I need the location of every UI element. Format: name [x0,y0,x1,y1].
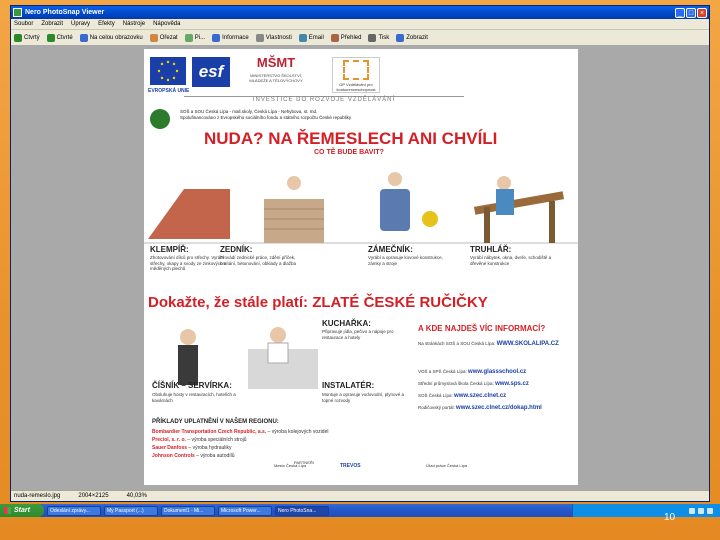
example-line [152,437,247,443]
menu-help[interactable]: Nápověda [153,21,181,27]
toolbar-button-label: Ořezat [159,34,178,41]
example-company: Johnson Controls [152,453,195,459]
craft-cisnik-text: Obsluhuje hosty v restauracích, hotelích a kavárnách [152,392,236,403]
school-line-2: Spolufinancováno z Evropského sociálního fondu a státního rozpočtu České republiky [180,115,352,120]
ministry-name: MINISTERSTVO ŠKOLSTVÍ, MLÁDEŽE A TĚLOVÝCHOVY [249,73,303,83]
craft-zednik-title: ZEDNÍK: [220,245,253,254]
example-desc: – výroba hydrauliky [187,445,232,451]
logo-strip [144,49,578,109]
toolbar-button[interactable] [256,34,292,42]
menu-file[interactable]: Soubor [14,21,34,27]
status-bar [11,490,709,501]
tray-icon[interactable] [689,508,695,514]
view-icon [396,34,404,42]
toolbar [11,30,709,46]
eu-flag-icon [150,57,186,85]
craft-instalater-text: Montuje a opravuje vodovodní, plynové a topné rozvody [322,392,405,403]
status-zoom: 40,03% [126,493,147,499]
investment-tagline: INVESTICE DO ROZVOJE VZDĚLÁVÁNÍ [184,96,464,103]
poster-slogan: Dokažte, že stále platí: ZLATÉ ČESKÉ RUČIČKY [148,294,488,311]
poster-headline: NUDA? NA ŘEMESLECH ANI CHVÍLI [204,129,498,148]
craft-kucharka-title: KUCHAŘKA: [322,319,371,328]
info-line [418,381,529,387]
craft-zamecnik-title: ZÁMEČNÍK: [368,245,413,254]
status-filename: nuda-remeslo.jpg [14,493,61,499]
menu-view[interactable]: Zobrazit [41,21,64,27]
eu-label: EVROPSKÁ UNIE [148,88,190,94]
back-arrow-icon [14,34,22,42]
taskbar-item[interactable]: Odeslání zprávy... [47,506,101,516]
example-company: Bombardier Transportation Czech Republic, a.s. [152,429,267,435]
slide-number: 10 [664,512,676,523]
school-line-1: SOŠ a SOU Česká Lípa - mall.skoly, Česká Lípa - Nehybova, st. Ind. [180,109,318,114]
taskbar-item-active[interactable]: Nero PhotoSna... [275,506,329,516]
status-dimensions: 2004×2125 [78,493,109,499]
craft-cisnik-title: ČÍŠNÍK – SERVÍRKA: [152,381,232,390]
fullscreen-icon [80,34,88,42]
menu-bar [11,19,709,30]
info-text: VOŠ a SPŠ Česká Lípa: [418,369,467,374]
overview-icon [331,34,339,42]
craft-truhlar-text: Vyrábí nábytek, okna, dveře, schodiště a dřevěné konstrukce [470,255,552,266]
op-logo-icon [343,60,369,80]
craft-zamecnik-text: Vyrábí a opravuje kovové konstrukce, zámky a stroje [368,255,443,266]
info-link: www.sps.cz [495,381,529,387]
taskbar [0,504,720,517]
tray-icon[interactable] [698,508,704,514]
windows-logo-icon [4,507,11,514]
ministry-logo [248,53,304,93]
toolbar-button[interactable] [396,34,428,42]
craft-klempir-text: Zhotovování dílců pro střechy. Vyrábí střechy, okapy a svody ze zinkových a měděných plechů [150,255,227,271]
info-title: A KDE NAJDEŠ VÍC INFORMACÍ? [418,324,546,333]
close-button[interactable]: × [697,8,707,18]
example-line [152,429,328,435]
example-line [152,445,231,451]
maximize-button[interactable]: □ [686,8,696,18]
toolbar-button-label: Přehled [340,34,362,41]
taskbar-item[interactable]: My Passport (...) [104,506,158,516]
toolbar-button[interactable] [150,34,178,42]
toolbar-button-label: Informace [222,34,249,41]
info-link: www.szec.clnet.cz/dokap.html [456,405,542,411]
op-logo [332,57,380,93]
craft-kucharka-text: Připravuje jídla, pečivo a nápoje pro restaurace a hotely [322,329,394,340]
toolbar-button-label: Na celou obrazovku [89,34,143,41]
start-label: Start [14,507,30,514]
craft-zednik-text: Provádí zednické práce, zdění příček, omítání, betonování, obklady a dlažba [220,255,297,266]
menu-edit[interactable]: Úpravy [71,21,91,27]
example-desc: – výroba speciálních strojů [185,437,247,443]
info-text: Střední průmyslová škola Česká Lípa: [418,381,494,386]
image-viewport[interactable] [11,45,709,491]
info-text: Na stránkách SOŠ a SOU Česká Lípa: [418,341,496,346]
properties-icon [256,34,264,42]
taskbar-item[interactable]: Microsoft Power... [218,506,272,516]
example-line [152,453,235,459]
info-link: WWW.SKOLALIPA.CZ [496,341,559,347]
window-title: Nero PhotoSnap Viewer [25,9,105,16]
tray-icon[interactable] [707,508,713,514]
toolbar-button[interactable] [47,34,73,42]
craft-klempir-title: KLEMPÍŘ: [150,245,189,254]
minimize-button[interactable]: _ [675,8,685,18]
info-link: www.szec.clnet.cz [454,393,507,399]
photo-viewer-window [10,5,710,502]
op-label: OP Vzdělávání pro konkurenceschopnost [336,82,376,92]
menu-effects[interactable]: Efekty [98,21,115,27]
partner-labour-office: Úřad práce Česká Lípa [426,463,468,468]
toolbar-button-label: Ctvrté [56,34,73,41]
ministry-mark: MŠMT [256,55,296,70]
taskbar-item[interactable]: Dokument1 - Mi... [161,506,215,516]
toolbar-button[interactable] [368,34,389,42]
partner-trevos: TREVOS [340,463,361,469]
toolbar-button[interactable] [14,34,40,42]
partner-city: Mesto Česká Lípa [274,463,307,468]
craft-truhlar-title: TRUHLÁŘ: [470,245,512,254]
toolbar-button[interactable] [185,34,205,42]
toolbar-button-label: Pi... [194,34,206,41]
rotate-icon [185,34,193,42]
toolbar-button[interactable] [80,34,143,42]
print-icon [368,34,376,42]
school-info [150,109,480,121]
craft-instalater-title: INSTALATÉR: [322,381,375,390]
start-button[interactable] [0,504,44,517]
info-text: Rodičovský portál: [418,405,455,410]
toolbar-button-label: Email [308,34,324,41]
info-link: www.glassschool.cz [468,369,527,375]
crop-icon [150,34,158,42]
example-desc: – výroba kolejových vozidel [266,429,329,435]
examples-title: PŘÍKLADY UPLATNĚNÍ V NAŠEM REGIONU: [152,419,279,425]
toolbar-button[interactable] [331,34,362,42]
forward-arrow-icon [47,34,55,42]
toolbar-button[interactable] [299,34,324,42]
example-company: Sauer Danfoss [152,445,188,451]
title-bar[interactable] [11,6,709,19]
toolbar-button-label: Tisk [378,34,390,41]
info-icon [212,34,220,42]
info-line [418,405,542,411]
menu-tools[interactable]: Nástroje [122,21,146,27]
craftsmen-illustration [144,159,578,245]
toolbar-button-label: Ctvrtý [24,34,40,41]
example-desc: – výroba autodílů [194,453,235,459]
esf-logo: esf [192,57,230,87]
toolbar-button-label: Vlastnosti [265,34,292,41]
example-company: Preciol, s. r. o. [152,437,186,443]
toolbar-button[interactable] [212,34,249,42]
info-text: SOŠ Česká Lípa: [418,393,453,398]
partners-label: PARTNEŘI [294,460,314,465]
app-icon [13,8,22,17]
system-tray [572,504,720,517]
poster-subhead: CO TĚ BUDE BAVIT? [314,149,384,156]
email-icon [299,34,307,42]
info-line [418,393,506,399]
info-line [418,341,559,347]
poster-image [144,49,578,485]
info-line [418,369,526,375]
toolbar-button-label: Zobrazit [406,34,428,41]
